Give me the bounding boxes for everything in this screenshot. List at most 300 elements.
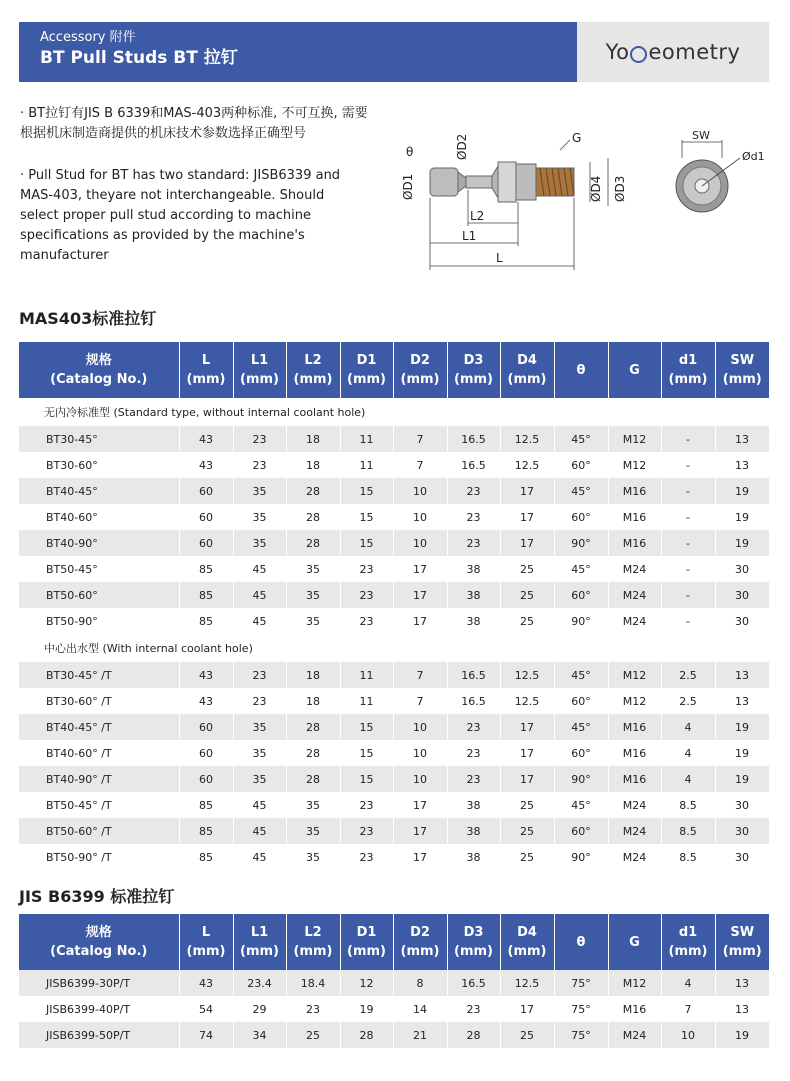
column-header — [608, 914, 661, 970]
table-cell: 17 — [500, 478, 554, 504]
column-header-label: 规格 — [85, 353, 112, 368]
table-cell: 23 — [340, 792, 393, 818]
table-cell: BT40-60° — [19, 504, 179, 530]
column-header — [608, 342, 661, 398]
table-cell: M12 — [608, 970, 661, 996]
table-cell: 30 — [715, 556, 769, 582]
column-header — [393, 914, 447, 970]
table-cell: 23 — [447, 714, 500, 740]
table-cell: 90° — [554, 844, 608, 870]
table-cell: 19 — [715, 714, 769, 740]
column-header — [233, 342, 286, 398]
table-row — [19, 1022, 769, 1048]
table-cell: 28 — [286, 766, 340, 792]
table-cell: M12 — [608, 452, 661, 478]
table-cell: 23 — [340, 844, 393, 870]
column-header-label: D2 — [410, 925, 430, 940]
table-cell: BT30-60° /T — [19, 688, 179, 714]
column-header-label: D4 — [517, 353, 537, 368]
table-cell: 8.5 — [661, 844, 715, 870]
table-cell: 17 — [500, 504, 554, 530]
table-cell: 7 — [393, 426, 447, 452]
table-cell: 14 — [393, 996, 447, 1022]
column-header-label: D2 — [410, 353, 430, 368]
table-cell: 35 — [286, 608, 340, 634]
table-cell: 19 — [715, 504, 769, 530]
table-cell: 15 — [340, 766, 393, 792]
table-cell: 23 — [447, 478, 500, 504]
table-cell: 35 — [286, 792, 340, 818]
table-cell: BT50-60° — [19, 582, 179, 608]
table-cell: - — [661, 556, 715, 582]
table-cell: 90° — [554, 766, 608, 792]
table-cell: 60° — [554, 740, 608, 766]
table-row — [19, 844, 769, 870]
column-header-label: SW — [730, 353, 755, 368]
table-cell: 35 — [233, 740, 286, 766]
table-cell: 18 — [286, 452, 340, 478]
table-cell: BT50-45° — [19, 556, 179, 582]
column-header-label: θ — [576, 934, 586, 950]
table-cell: - — [661, 504, 715, 530]
brand-text-post: eometry — [648, 40, 741, 64]
table-row — [19, 530, 769, 556]
table-cell: 17 — [500, 714, 554, 740]
table-row — [19, 582, 769, 608]
group-label: 无内冷标准型 (Standard type, without internal coolant hole) — [19, 398, 769, 426]
column-header-unit: (mm) — [186, 944, 226, 959]
column-header — [554, 914, 608, 970]
table-cell: 10 — [393, 530, 447, 556]
intro-en: · Pull Stud for BT has two standard: JISB6339 and MAS-403, theyare not interchangeable. Should select proper pull stud according to machine specifications as provided by the machine's manufacturer — [20, 168, 341, 263]
table-cell: - — [661, 452, 715, 478]
table-cell: 60 — [179, 766, 233, 792]
brand-logo — [577, 22, 769, 82]
table-cell: 54 — [179, 996, 233, 1022]
table-cell: 18.4 — [286, 970, 340, 996]
table-cell: 60° — [554, 504, 608, 530]
table-cell: - — [661, 530, 715, 556]
column-header-unit: (Catalog No.) — [50, 372, 148, 387]
table-cell: 16.5 — [447, 426, 500, 452]
table-cell: 30 — [715, 818, 769, 844]
table-cell: 45 — [233, 582, 286, 608]
table-cell: 30 — [715, 608, 769, 634]
table-cell: 25 — [500, 608, 554, 634]
table-cell: 17 — [393, 556, 447, 582]
table-cell: 23 — [233, 452, 286, 478]
table-cell: 7 — [661, 996, 715, 1022]
column-header-label: D1 — [356, 925, 377, 940]
table-cell: 8.5 — [661, 792, 715, 818]
table-cell: 28 — [286, 504, 340, 530]
column-header-unit: (mm) — [668, 372, 708, 387]
table-row — [19, 662, 769, 688]
label-d3: ØD3 — [613, 175, 627, 202]
table-cell: 19 — [715, 740, 769, 766]
column-header-unit: (mm) — [186, 372, 226, 387]
table-cell: 75° — [554, 970, 608, 996]
table-cell: 75° — [554, 996, 608, 1022]
header-banner — [19, 22, 769, 82]
table-cell: 45 — [233, 818, 286, 844]
table-cell: 43 — [179, 688, 233, 714]
table-cell: 23 — [340, 818, 393, 844]
column-header-unit: (mm) — [400, 372, 440, 387]
table-cell: 12.5 — [500, 426, 554, 452]
table-row — [19, 970, 769, 996]
table-cell: BT40-45° — [19, 478, 179, 504]
table-cell: M16 — [608, 478, 661, 504]
column-header — [19, 342, 179, 398]
column-header-label: G — [629, 934, 640, 950]
intro-cn: · BT拉钉有JIS B 6339和MAS-403两种标准, 不可互换, 需要根据机床制造商提供的机床技术参数选择正确型号 — [20, 106, 368, 141]
table-cell: 45° — [554, 714, 608, 740]
pull-stud-diagram — [400, 128, 770, 278]
table-cell: 90° — [554, 530, 608, 556]
table-cell: M24 — [608, 818, 661, 844]
table-cell: 38 — [447, 556, 500, 582]
table-cell: 38 — [447, 792, 500, 818]
column-header-unit: (mm) — [668, 944, 708, 959]
table-cell: 15 — [340, 714, 393, 740]
table-cell: 15 — [340, 504, 393, 530]
table-cell: BT40-90° — [19, 530, 179, 556]
table-cell: 17 — [393, 582, 447, 608]
group-row — [19, 398, 769, 426]
label-l: L — [496, 251, 503, 265]
table-cell: 18 — [286, 426, 340, 452]
table-cell: 30 — [715, 844, 769, 870]
column-header — [554, 342, 608, 398]
table-cell: BT40-45° /T — [19, 714, 179, 740]
column-header — [19, 914, 179, 970]
table-cell: 60° — [554, 818, 608, 844]
table-cell: 60° — [554, 688, 608, 714]
table-cell: 12 — [340, 970, 393, 996]
label-sw: SW — [692, 129, 710, 142]
table-cell: M16 — [608, 530, 661, 556]
table-cell: 28 — [286, 714, 340, 740]
table-cell: 28 — [286, 530, 340, 556]
table-cell: BT40-60° /T — [19, 740, 179, 766]
table-cell: 85 — [179, 844, 233, 870]
table-cell: 60 — [179, 504, 233, 530]
table-cell: JISB6399-30P/T — [19, 970, 179, 996]
table-cell: 60 — [179, 478, 233, 504]
table-cell: BT50-60° /T — [19, 818, 179, 844]
table-cell: 23 — [233, 662, 286, 688]
table-cell: 35 — [233, 714, 286, 740]
table-cell: 60 — [179, 714, 233, 740]
table-cell: BT30-60° — [19, 452, 179, 478]
column-header — [500, 342, 554, 398]
table-cell: - — [661, 478, 715, 504]
table-cell: 35 — [286, 818, 340, 844]
table-cell: 85 — [179, 792, 233, 818]
table-cell: 17 — [500, 766, 554, 792]
table-cell: 18 — [286, 688, 340, 714]
table-cell: 90° — [554, 608, 608, 634]
table-cell: 19 — [715, 478, 769, 504]
table-cell: 25 — [500, 1022, 554, 1048]
table-cell: 45 — [233, 792, 286, 818]
table-cell: JISB6399-40P/T — [19, 996, 179, 1022]
table-cell: 23 — [447, 504, 500, 530]
table-cell: 19 — [715, 530, 769, 556]
table-cell: 23 — [447, 530, 500, 556]
column-header — [286, 342, 340, 398]
table-cell: 11 — [340, 662, 393, 688]
table-cell: 45° — [554, 426, 608, 452]
table-cell: 8 — [393, 970, 447, 996]
table-cell: 13 — [715, 996, 769, 1022]
table-row — [19, 818, 769, 844]
table-cell: 30 — [715, 582, 769, 608]
column-header-unit: (mm) — [293, 372, 333, 387]
column-header-unit: (mm) — [454, 372, 493, 387]
table-row — [19, 504, 769, 530]
table-cell: 11 — [340, 426, 393, 452]
table-row — [19, 792, 769, 818]
column-header — [340, 914, 393, 970]
table-cell: 74 — [179, 1022, 233, 1048]
column-header — [447, 342, 500, 398]
table-cell: 60 — [179, 530, 233, 556]
table-cell: M12 — [608, 688, 661, 714]
mas403-title: MAS403标准拉钉 — [19, 309, 157, 328]
table-cell: 11 — [340, 452, 393, 478]
table-cell: 7 — [393, 452, 447, 478]
table-cell: 43 — [179, 426, 233, 452]
table-cell: 45 — [233, 556, 286, 582]
table-cell: 85 — [179, 608, 233, 634]
group-row — [19, 634, 769, 662]
table-cell: 13 — [715, 662, 769, 688]
table-cell: 10 — [393, 478, 447, 504]
table-cell: 19 — [715, 1022, 769, 1048]
jis-table — [19, 914, 770, 1048]
table-cell: 17 — [500, 530, 554, 556]
table-cell: M24 — [608, 1022, 661, 1048]
column-header-unit: (mm) — [507, 944, 547, 959]
table-cell: 45 — [233, 844, 286, 870]
table-header-row — [19, 342, 769, 398]
table-cell: 43 — [179, 970, 233, 996]
table-cell: 4 — [661, 740, 715, 766]
table-cell: 28 — [340, 1022, 393, 1048]
label-small-d1: Ød1 — [742, 150, 765, 163]
column-header-label: θ — [576, 362, 586, 378]
table-cell: 25 — [500, 556, 554, 582]
column-header — [447, 914, 500, 970]
table-cell: BT50-90° /T — [19, 844, 179, 870]
table-cell: 23 — [447, 996, 500, 1022]
table-cell: M24 — [608, 582, 661, 608]
table-cell: 10 — [393, 714, 447, 740]
column-header-unit: (mm) — [507, 372, 547, 387]
table-cell: 38 — [447, 844, 500, 870]
table-cell: 10 — [393, 766, 447, 792]
table-cell: 12.5 — [500, 688, 554, 714]
table-cell: 23 — [447, 766, 500, 792]
table-cell: 23 — [340, 608, 393, 634]
table-cell: 12.5 — [500, 452, 554, 478]
table-cell: M24 — [608, 608, 661, 634]
table-cell: 23 — [340, 582, 393, 608]
table-cell: 12.5 — [500, 662, 554, 688]
stud-side-view — [430, 162, 574, 202]
table-cell: 85 — [179, 582, 233, 608]
table-cell: M16 — [608, 504, 661, 530]
column-header-label: D3 — [463, 353, 484, 368]
column-header-label: L2 — [304, 925, 322, 940]
jis-title: JIS B6399 标准拉钉 — [19, 887, 175, 906]
table-cell: - — [661, 426, 715, 452]
column-header — [500, 914, 554, 970]
table-cell: 12.5 — [500, 970, 554, 996]
table-cell: 15 — [340, 478, 393, 504]
table-cell: 35 — [233, 530, 286, 556]
table-cell: 25 — [500, 844, 554, 870]
table-cell: 10 — [661, 1022, 715, 1048]
column-header-unit: (mm) — [293, 944, 333, 959]
table-cell: 25 — [286, 1022, 340, 1048]
table-cell: 23 — [447, 740, 500, 766]
table-cell: 2.5 — [661, 688, 715, 714]
table-cell: 17 — [393, 792, 447, 818]
table-row — [19, 766, 769, 792]
table-cell: 8.5 — [661, 818, 715, 844]
label-g: G — [572, 131, 582, 145]
column-header — [233, 914, 286, 970]
table-cell: 16.5 — [447, 970, 500, 996]
table-cell: 35 — [286, 844, 340, 870]
table-cell: M16 — [608, 740, 661, 766]
table-cell: M16 — [608, 766, 661, 792]
table-cell: 15 — [340, 530, 393, 556]
label-d4: ØD4 — [589, 175, 603, 202]
header-title-block — [19, 22, 577, 82]
table-row — [19, 608, 769, 634]
table-cell: 21 — [393, 1022, 447, 1048]
column-header — [340, 342, 393, 398]
table-cell: 23 — [233, 688, 286, 714]
table-cell: M16 — [608, 714, 661, 740]
brand-text-pre: Yo — [605, 40, 630, 64]
table-cell: 45° — [554, 662, 608, 688]
table-cell: BT40-90° /T — [19, 766, 179, 792]
table-cell: 23 — [340, 556, 393, 582]
column-header — [179, 342, 233, 398]
column-header-unit: (mm) — [347, 372, 386, 387]
table-cell: 7 — [393, 662, 447, 688]
table-cell: 15 — [340, 740, 393, 766]
table-cell: 35 — [233, 504, 286, 530]
column-header-label: SW — [730, 925, 755, 940]
column-header-unit: (mm) — [240, 372, 279, 387]
column-header — [661, 914, 715, 970]
column-header-label: L1 — [250, 353, 269, 368]
brand-g-icon — [630, 46, 647, 63]
table-cell: 43 — [179, 452, 233, 478]
column-header — [286, 914, 340, 970]
table-cell: 34 — [233, 1022, 286, 1048]
column-header-label: D4 — [517, 925, 537, 940]
label-theta: θ — [406, 145, 414, 159]
mas403-table — [19, 342, 770, 870]
table-row — [19, 740, 769, 766]
table-cell: BT50-45° /T — [19, 792, 179, 818]
table-cell: 60° — [554, 582, 608, 608]
table-cell: M12 — [608, 662, 661, 688]
column-header-label: L — [201, 925, 211, 940]
table-row — [19, 996, 769, 1022]
column-header-unit: (mm) — [240, 944, 279, 959]
table-cell: BT30-45° /T — [19, 662, 179, 688]
table-cell: M24 — [608, 844, 661, 870]
table-cell: 7 — [393, 688, 447, 714]
table-cell: 13 — [715, 426, 769, 452]
table-cell: 60° — [554, 452, 608, 478]
table-cell: 4 — [661, 714, 715, 740]
table-row — [19, 714, 769, 740]
table-cell: 38 — [447, 818, 500, 844]
table-cell: 28 — [286, 740, 340, 766]
table-row — [19, 478, 769, 504]
table-cell: 17 — [500, 740, 554, 766]
table-cell: 85 — [179, 556, 233, 582]
column-header-label: 规格 — [85, 925, 112, 940]
table-cell: 45° — [554, 792, 608, 818]
table-cell: 13 — [715, 970, 769, 996]
table-cell: 45 — [233, 608, 286, 634]
column-header-unit: (mm) — [454, 944, 493, 959]
table-header-row — [19, 914, 769, 970]
table-cell: 25 — [500, 792, 554, 818]
column-header — [715, 342, 769, 398]
table-cell: 17 — [500, 996, 554, 1022]
column-header — [179, 914, 233, 970]
stud-end-view — [676, 129, 765, 212]
table-cell: 30 — [715, 792, 769, 818]
column-header-label: d1 — [678, 353, 698, 368]
table-cell: M16 — [608, 996, 661, 1022]
table-cell: 75° — [554, 1022, 608, 1048]
table-cell: 17 — [393, 818, 447, 844]
column-header-unit: (Catalog No.) — [50, 944, 148, 959]
label-d2: ØD2 — [455, 133, 469, 160]
column-header-label: D1 — [356, 353, 377, 368]
label-l1: L1 — [462, 229, 477, 243]
table-cell: 29 — [233, 996, 286, 1022]
column-header — [661, 342, 715, 398]
column-header-label: L2 — [304, 353, 322, 368]
table-cell: 2.5 — [661, 662, 715, 688]
table-cell: 16.5 — [447, 662, 500, 688]
table-cell: 35 — [286, 556, 340, 582]
label-l2: L2 — [470, 209, 485, 223]
label-d1: ØD1 — [401, 173, 415, 200]
table-cell: BT30-45° — [19, 426, 179, 452]
table-cell: 43 — [179, 662, 233, 688]
table-cell: 28 — [286, 478, 340, 504]
header-subtitle: Accessory 附件 — [40, 30, 136, 45]
column-header — [393, 342, 447, 398]
table-cell: 25 — [500, 582, 554, 608]
table-cell: 17 — [393, 608, 447, 634]
table-cell: 19 — [340, 996, 393, 1022]
